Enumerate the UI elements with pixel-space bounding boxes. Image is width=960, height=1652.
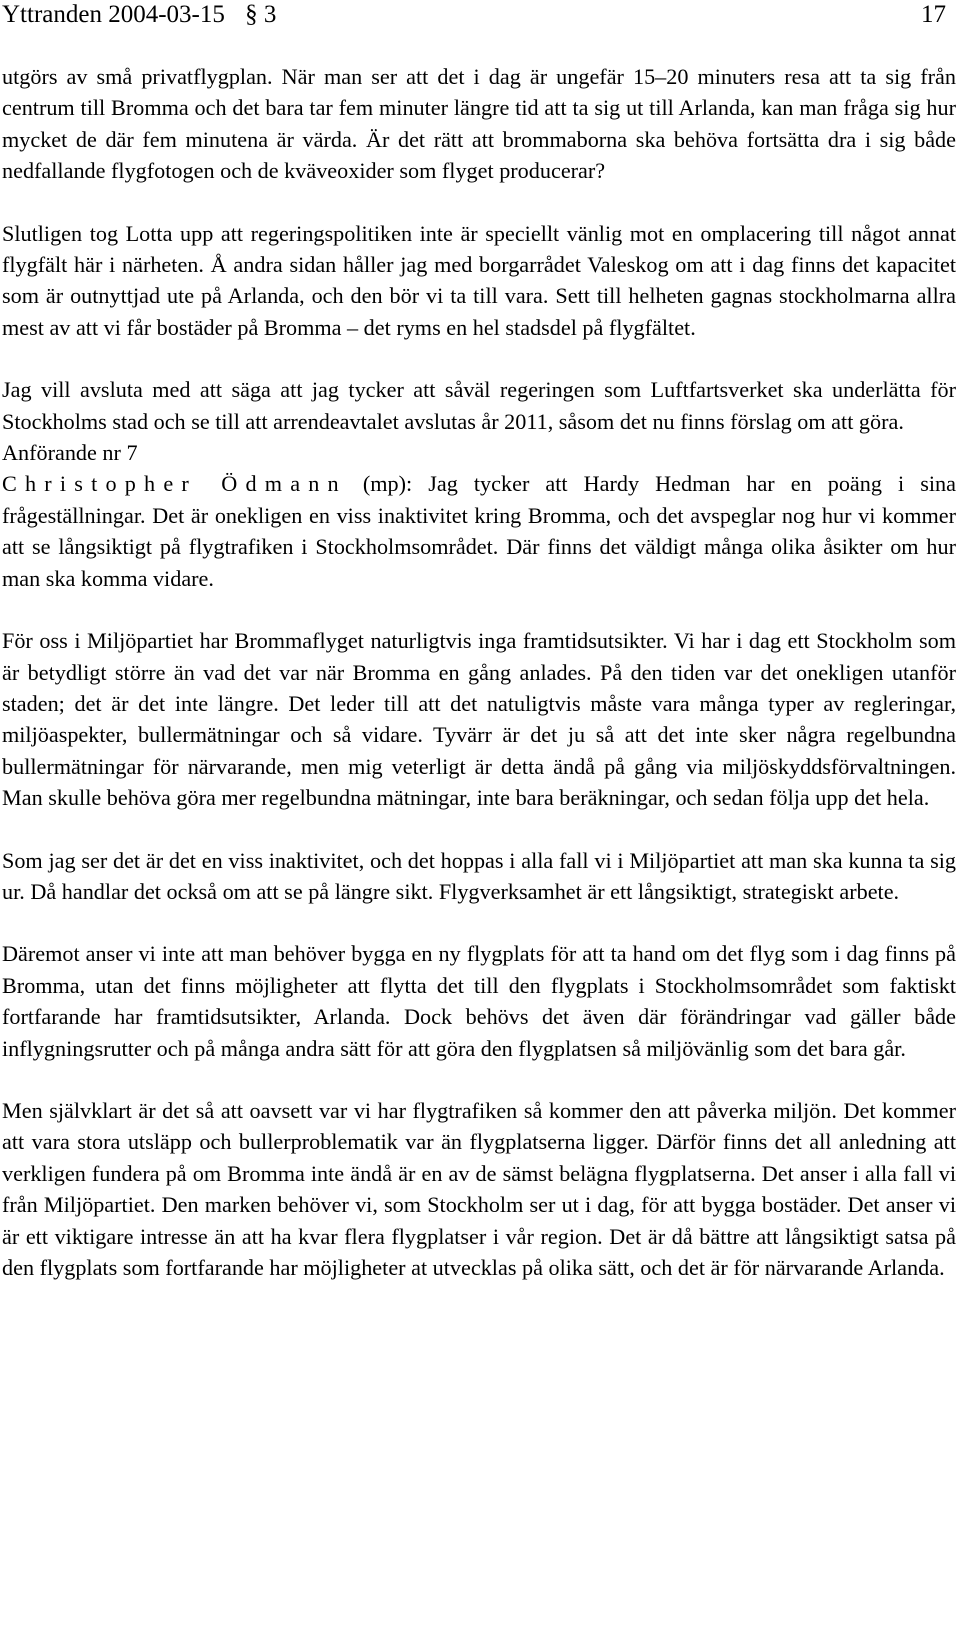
paragraph: För oss i Miljöpartiet har Brommaflyget naturligtvis inga framtidsutsikter. Vi har i dag ett Stockholm som är betydligt större än vad det var när Bromma en gång anlades. På den tiden var det onekligen utanför staden; det är det inte längre. Det leder till att det natuligtvis måste vara många typer av regleringar, miljöaspekter, bullermätningar och så vidare. Tyvärr är det ju så att det inte sker några regelbundna bullermätningar för närvarande, men mig veterligt är detta ändå på gång via miljöskyddsförvaltningen. Man skulle behöva göra mer regelbundna mätningar, inte bara beräkningar, och sedan följa upp det hela. bbox=[2, 628, 956, 811]
paragraph: Men självklart är det så att oavsett var vi har flygtrafiken så kommer den att påverka miljön. Det kommer att vara stora utsläpp och bullerproblematik var än flygplatserna ligger. Därför finns det all anledning att verkligen fundera på om Bromma inte ändå är en av de sämst belägna flygplatserna. Det anser i alla fall vi från Miljöpartiet. Den marken behöver vi, som Stockholm ser ut i dag, för att bygga bostäder. Det anser vi är ett viktigare intresse än att ha kvar flera flygplatser i vår region. Det är då bättre att långsiktigt satsa på den flygplats som fortfarande har möjligheter at utvecklas på olika sätt, och det är för närvarande Arlanda. bbox=[2, 1097, 956, 1280]
speech-intro-paragraph bbox=[2, 468, 956, 594]
header-left bbox=[2, 0, 276, 30]
page-number: 17 bbox=[921, 1, 946, 28]
document-title: Yttranden 2004-03-15 bbox=[2, 1, 225, 28]
section-marker: § 3 bbox=[245, 1, 277, 28]
paragraph: utgörs av små privatflygplan. När man ser att det i dag är ungefär 15–20 minuters resa att ta sig från centrum till Bromma och det bara tar fem minuter längre tid att ta sig ut till Arlanda, kan man fråga sig hur mycket de där fem minutena är värda. Är det rätt att brommaborna ska behöva fortsätta dra i sig både nedfallande flygfotogen och de kväveoxider som flyget producerar? bbox=[2, 64, 956, 184]
speaker-name: Christopher Ödmann bbox=[2, 471, 347, 497]
paragraph: Däremot anser vi inte att man behöver bygga en ny flygplats för att ta hand om det flyg som i dag finns på Bromma, utan det finns möjligheter att flytta det till den flygplats i Stockholmsområdet som faktiskt fortfarande har framtidsutsikter, Arlanda. Dock behövs det även där förändringar vad gäller både inflygningsrutter och på många andra sätt för att göra den flygplatsen så miljövänlig som det bara går. bbox=[2, 941, 956, 1061]
paragraph: Som jag ser det är det en viss inaktivitet, och det hoppas i alla fall vi i Miljöpartiet att man ska kunna ta sig ur. Då handlar det också om att se på längre sikt. Flygverksamhet är ett långsiktigt, strategiskt arbete. bbox=[2, 847, 956, 904]
speech-intro-text: (mp): Jag tycker att Hardy Hedman har en poäng i sina frågeställningar. Det är onekligen en viss inaktivitet kring Bromma, och det avspeglar nog hur vi kommer att se långsiktigt på flygtrafiken i Stockholmsområdet. Där finns det väldigt många olika åsikter om hur man ska komma vidare. bbox=[2, 471, 956, 591]
paragraph: Slutligen tog Lotta upp att regeringspolitiken inte är speciellt vänlig mot en omplacering till något annat flygfält här i närheten. Å andra sidan håller jag med borgarrådet Valeskog om att i dag finns det kapacitet som är outnyttjad ute på Arlanda, och den bör vi ta till vara. Sett till helheten gagnas stockholmarna allra mest av att vi får bostäder på Bromma – det ryms en hel stadsdel på flygfältet. bbox=[2, 220, 956, 340]
paragraph: Jag vill avsluta med att säga att jag tycker att såväl regeringen som Luftfartsverket ska underlätta för Stockholms stad och se till att arrendeavtalet avslutas år 2011, såsom det nu finns förslag om att göra. bbox=[2, 377, 956, 434]
speech-heading: Anförande nr 7 bbox=[2, 440, 138, 466]
page-header bbox=[2, 0, 956, 30]
